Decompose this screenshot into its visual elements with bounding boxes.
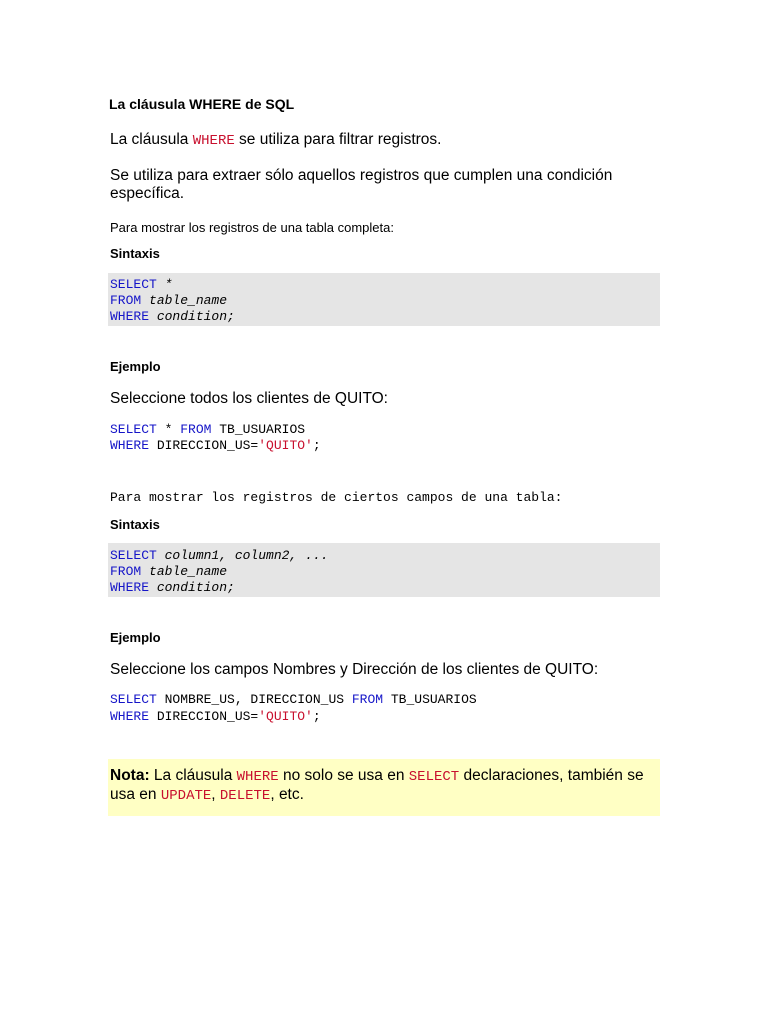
sql-keyword: FROM bbox=[110, 293, 142, 308]
code-text: condition; bbox=[149, 580, 235, 595]
intro-paragraph-2: Se utiliza para extraer sólo aquellos registros que cumplen una condición específica. bbox=[110, 167, 613, 202]
sql-keyword: SELECT bbox=[110, 277, 157, 292]
code-text: * bbox=[156, 422, 181, 437]
code-text: DIRECCION_US= bbox=[149, 438, 259, 453]
code-text: table_name bbox=[141, 564, 228, 579]
section1-example-label: Ejemplo bbox=[110, 359, 161, 374]
sql-keyword: SELECT bbox=[110, 422, 157, 437]
note-box bbox=[108, 759, 660, 816]
where-keyword: WHERE bbox=[192, 133, 235, 149]
note-segment: , bbox=[211, 786, 220, 803]
code-line bbox=[110, 309, 235, 325]
sql-keyword: FROM bbox=[110, 564, 142, 579]
sql-keyword: WHERE bbox=[110, 709, 150, 724]
section2-syntax-label: Sintaxis bbox=[110, 517, 160, 532]
section1-syntax-label: Sintaxis bbox=[110, 246, 160, 261]
sql-keyword: FROM bbox=[180, 422, 212, 437]
section1-example-description: Seleccione todos los clientes de QUITO: bbox=[110, 390, 388, 407]
code-text: ; bbox=[312, 438, 321, 453]
note-segment: , etc. bbox=[270, 786, 304, 803]
code-line bbox=[110, 293, 227, 309]
section2-syntax-code bbox=[108, 543, 660, 597]
code-text: DIRECCION_US= bbox=[149, 709, 259, 724]
note-segment: no solo se usa en bbox=[278, 767, 409, 784]
sql-keyword: UPDATE bbox=[160, 788, 212, 804]
code-text: condition; bbox=[149, 309, 235, 324]
section2-example-code-line1 bbox=[110, 692, 477, 708]
sql-keyword: SELECT bbox=[110, 692, 157, 707]
code-text: NOMBRE_US, DIRECCION_US bbox=[156, 692, 352, 707]
code-text: column1, column2, ... bbox=[156, 548, 329, 563]
sql-keyword: WHERE bbox=[110, 309, 150, 324]
intro-text: La cláusula bbox=[110, 131, 193, 148]
section2-description: Para mostrar los registros de ciertos campos de una tabla: bbox=[110, 490, 563, 505]
code-line bbox=[110, 277, 172, 293]
sql-keyword: WHERE bbox=[110, 438, 150, 453]
sql-keyword: DELETE bbox=[219, 788, 271, 804]
note-segment: La cláusula bbox=[149, 767, 237, 784]
code-text: TB_USUARIOS bbox=[211, 422, 306, 437]
sql-keyword: WHERE bbox=[236, 769, 279, 785]
code-text: * bbox=[156, 277, 173, 292]
sql-keyword: SELECT bbox=[408, 769, 460, 785]
note-text bbox=[110, 767, 658, 805]
section2-example-description: Seleccione los campos Nombres y Dirección de los clientes de QUITO: bbox=[110, 661, 599, 678]
code-text: ; bbox=[312, 709, 321, 724]
section1-example-code-line1 bbox=[110, 422, 305, 438]
sql-keyword: FROM bbox=[351, 692, 384, 707]
intro-text-end: se utiliza para filtrar registros. bbox=[234, 131, 442, 148]
section2-example-code-line2 bbox=[110, 709, 321, 725]
note-label: Nota: bbox=[110, 767, 150, 784]
section1-syntax-code bbox=[108, 273, 660, 326]
sql-keyword: SELECT bbox=[110, 548, 157, 563]
note-segment: declaraciones, también se usa en bbox=[110, 767, 644, 803]
code-text: table_name bbox=[141, 293, 228, 308]
code-text: TB_USUARIOS bbox=[383, 692, 477, 707]
sql-string: 'QUITO' bbox=[258, 709, 313, 724]
section2-example-label: Ejemplo bbox=[110, 630, 161, 645]
page-title: La cláusula WHERE de SQL bbox=[109, 96, 295, 112]
section1-example-code-line2 bbox=[110, 438, 321, 454]
code-line bbox=[110, 580, 235, 596]
code-line bbox=[110, 564, 227, 580]
section1-description: Para mostrar los registros de una tabla completa: bbox=[110, 220, 394, 235]
code-line bbox=[110, 548, 328, 564]
intro-paragraph-1 bbox=[110, 131, 442, 150]
sql-keyword: WHERE bbox=[110, 580, 150, 595]
sql-string: 'QUITO' bbox=[258, 438, 313, 453]
